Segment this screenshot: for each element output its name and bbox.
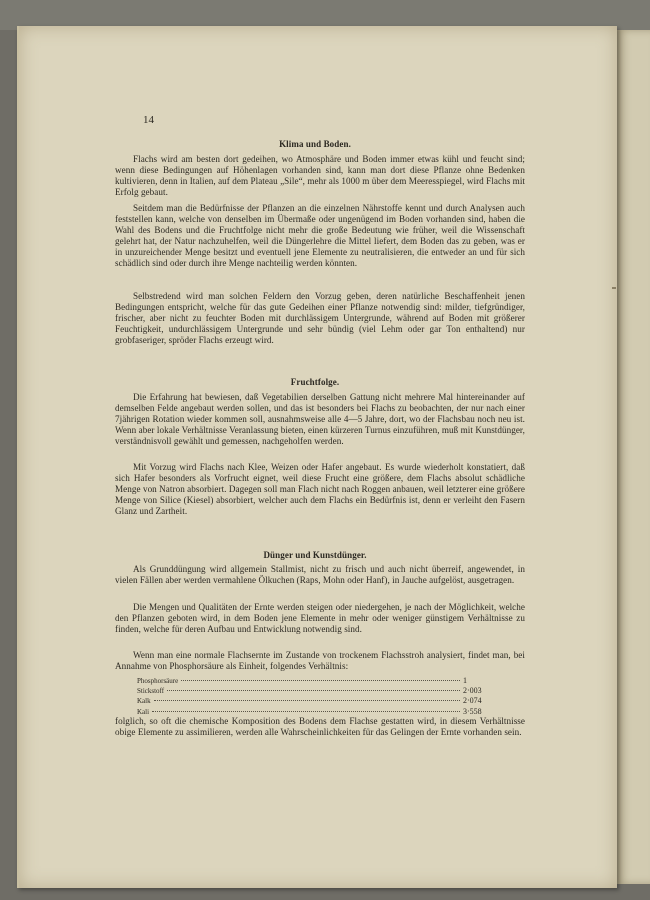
ratio-name: Kali	[137, 707, 150, 716]
ratio-value: 3·558	[463, 706, 482, 716]
paragraph: Die Erfahrung hat bewiesen, daß Vegetabilien derselben Gattung nicht mehrere Mal hintereinander auf demselben Felde angebaut werden sollen, und das ist besonders bei Flachs zu beobachten, der nur nach einer 7jährigen Rotation wieder kommen soll, ausnahmsweise alle 4—5 Jahre, dort, wo der Flachsbau noch neu ist. Wenn aber lokale Verhältnisse Veranlassung bieten, einen kürzeren Turnus einzuführen, muß mit Kunstdünger, verständnisvoll gewählt und gemessen, nachgeholfen werden.	[115, 392, 525, 447]
ratio-row	[137, 696, 497, 706]
ratio-name: Kalk	[137, 697, 151, 706]
ratio-name: Stickstoff	[137, 687, 165, 696]
paragraph: Die Mengen und Qualitäten der Ernte werden steigen oder niedergehen, je nach der Möglichkeit, welche den Pflanzen geboten wird, in dem Boden jene Elemente in mehr oder weniger günstigem Verhältnisse zu finden, welche für deren Aufbau und Entwicklung notwendig sind.	[115, 602, 525, 635]
dot-leader	[167, 690, 460, 691]
nutrient-ratio-table	[137, 676, 497, 717]
section-heading-duenger: Dünger und Kunstdünger.	[263, 550, 367, 560]
dot-leader	[152, 711, 460, 712]
paragraph: Als Grunddüngung wird allgemein Stallmist, nicht zu frisch und auch nicht überreif, angewendet, in vielen Fällen aber werden vermahlene Ölkuchen (Raps, Mohn oder Hanf), in Jauche aufgelöst, ausgetragen.	[115, 564, 525, 586]
dot-leader	[154, 700, 460, 701]
dot-leader	[181, 680, 460, 681]
ratio-name: Phosphorsäure	[137, 677, 179, 685]
ratio-value: 1	[463, 676, 467, 685]
paragraph: Wenn man eine normale Flachsernte im Zustande von trockenem Flachsstroh analysiert, findet man, bei Annahme von Phosphorsäure als Einheit, folgendes Verhältnis:	[115, 650, 525, 672]
ratio-value: 2·074	[463, 696, 482, 706]
adjacent-page-edge	[616, 30, 650, 884]
paragraph: Selbstredend wird man solchen Feldern den Vorzug geben, deren natürliche Beschaffenheit jenen Bedingungen entspricht, welche für das gute Gedeihen einer Pflanze notwendig sind: milder, tiefgründiger, frischer, aber nicht zu feuchter Boden mit durchlässigem Untergrunde, während auf Boden mit größerer Feuchtigkeit, undurchlässigem Untergrunde und sehr bündig (viel Lehm oder gar Ton enthaltend) nur grobfaseriger, spröder Flachs erzeugt wird.	[115, 291, 525, 346]
paragraph: Mit Vorzug wird Flachs nach Klee, Weizen oder Hafer angebaut. Es wurde wiederholt konstatiert, daß sich Hafer besonders als Vorfrucht eignet, weil diese Frucht eine größere, dem Flachs absolut schädliche Menge von Natron absorbiert. Dagegen soll man Flach nicht nach Roggen anbauen, weil letzterer eine größere Menge von Silice (Kiesel) absorbiert, welcher auch dem Flachs ein Bedürfnis ist, denn er verleiht den Fasern Glanz und Zartheit.	[115, 462, 525, 517]
paragraph: folglich, so oft die chemische Komposition des Bodens dem Flachse gestatten wird, in diesem Verhältnisse obige Elemente zu assimilieren, werden alle Wahrscheinlichkeiten für das Gelingen der Ernte vorhanden sein.	[115, 716, 525, 738]
section-heading-fruchtfolge: Fruchtfolge.	[290, 377, 340, 387]
section-heading-klima: Klima und Boden.	[279, 139, 351, 149]
ratio-row	[137, 686, 497, 696]
page-number: 14	[143, 114, 154, 126]
ratio-row	[137, 676, 497, 686]
page-edge-mark	[612, 287, 616, 289]
paragraph: Flachs wird am besten dort gedeihen, wo Atmosphäre und Boden immer etwas kühl und feucht sind; wenn diese Bedingungen auf Höhenlagen vorhanden sind, kann man dort diese Pflanze ohne Bedenken kultivieren, denn in Italien, auf dem Plateau „Sile“, mehr als 1000 m über dem Meeresspiegel, wird Flachs mit Erfolg gebaut.	[115, 154, 525, 198]
paragraph: Seitdem man die Bedürfnisse der Pflanzen an die einzelnen Nährstoffe kennt und durch Analysen auch feststellen kann, welche von denselben im Übermaße oder ungenügend im Boden vorhanden sind, haben die Wahl des Bodens und die Fruchtfolge nicht mehr die große Bedeutung wie früher, weil die Wissenschaft gelehrt hat, der Natur nachzuhelfen, weil die Düngerlehre die Mittel liefert, dem Boden das zu geben, was er in unzureichender Menge besitzt und eventuell jene Elemente zu neutralisieren, die entweder an und für sich schädlich sind oder durch ihre Menge nachteilig werden könnten.	[115, 203, 525, 269]
ratio-value: 2·003	[463, 686, 482, 696]
